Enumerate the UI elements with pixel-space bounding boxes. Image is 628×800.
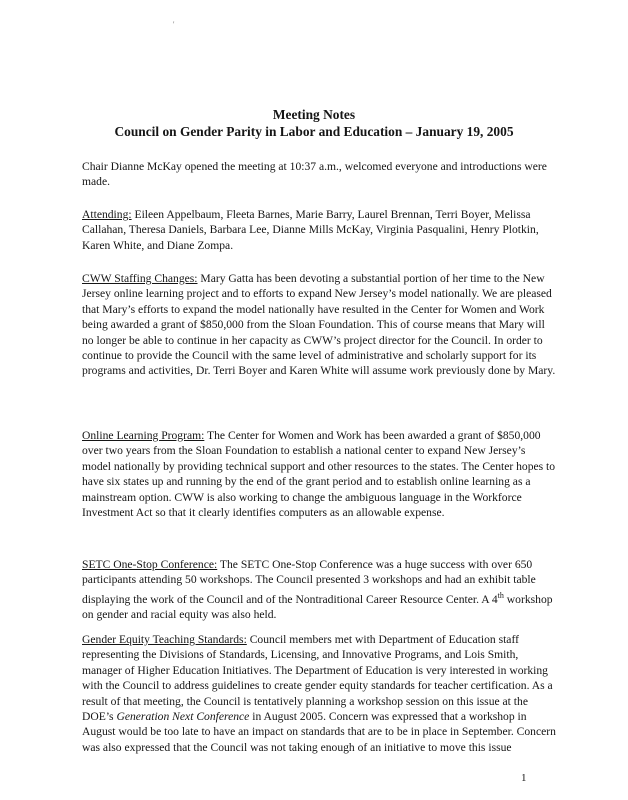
opening-paragraph: Chair Dianne McKay opened the meeting at 10:37 a.m., welcomed everyone and introductions were made. [82,160,547,189]
attending-heading: Attending: [82,208,132,221]
attending-paragraph [82,207,556,253]
setc-text-a: The SETC One-Stop Conference was a huge success with over 650 participants attending 50 workshops. The Council presented 3 workshops and had an exhibit table displaying the work of the Council and of the Nontraditional Career Resource Center. A 4 [82,558,536,606]
setc-text-b: workshop on gender and racial equity was also held. [82,592,553,622]
staffing-paragraph [82,271,556,379]
equity-paragraph [82,632,556,755]
attending-text: Eileen Appelbaum, Fleeta Barnes, Marie Barry, Laurel Brennan, Terri Boyer, Melissa Callahan, Theresa Daniels, Barbara Lee, Dianne Mills McKay, Virginia Pasqualini, Henry Plotkin, Karen White, and Diane Zompa. [82,208,539,252]
page-title: Meeting Notes [272,107,356,122]
scan-mark: ' [173,20,175,29]
page-number: 1 [521,772,527,784]
setc-heading: SETC One-Stop Conference: [82,558,218,571]
equity-text-b: in August 2005. Concern was expressed that a workshop in August would be too late to have an impact on standards that are to be in place in September. Concern was also expressed that the Council was not taking enough of an initiative to move this issue [82,710,556,754]
setc-superscript: th [497,590,504,600]
staffing-text: Mary Gatta has been devoting a substantial portion of her time to the New Jersey online learning project and to efforts to expand New Jersey’s model nationally. We are pleased that Mary’s efforts to expand the model nationally have resulted in the Center for Women and Work being awarded a grant of $850,000 from the Sloan Foundation. This of course means that Mary will no longer be able to continue in her capacity as CWW’s project director for the Council. In order to continue to provide the Council with the same level of administrative and scholarly support for its programs and activities, Dr. Terri Boyer and Karen White will assume work previously done by Mary. [82,272,556,378]
equity-italic: Generation Next Conference [116,710,250,724]
setc-paragraph [82,557,556,622]
online-learning-text: The Center for Women and Work has been awarded a grant of $850,000 over two years from the Sloan Foundation to establish a national center to expand New Jersey’s model nationally by providing technical support and other resources to the states. The Center hopes to have six states up and running by the end of the grant period and to establish online learning as a mainstream option. CWW is also working to change the ambiguous language in the Workforce Investment Act so that it clearly identifies computers as an allowable expense. [82,429,556,520]
equity-text-a: Council members met with Department of Education staff representing the Divisions of Standards, Licensing, and Innovative Programs, and Lois Smith, manager of Higher Education Initiatives. The Department of Education is very interested in working with the Council to address guidelines to create gender equity standards for teacher certification. As a result of that meeting, the Council is tentatively planning a workshop session on this issue at the DOE’s [82,633,553,724]
staffing-heading: CWW Staffing Changes: [82,272,198,285]
page-subtitle: Council on Gender Parity in Labor and Education – January 19, 2005 [114,124,514,139]
online-learning-paragraph [82,428,556,520]
online-learning-heading: Online Learning Program: [82,429,205,442]
equity-heading: Gender Equity Teaching Standards: [82,633,247,646]
